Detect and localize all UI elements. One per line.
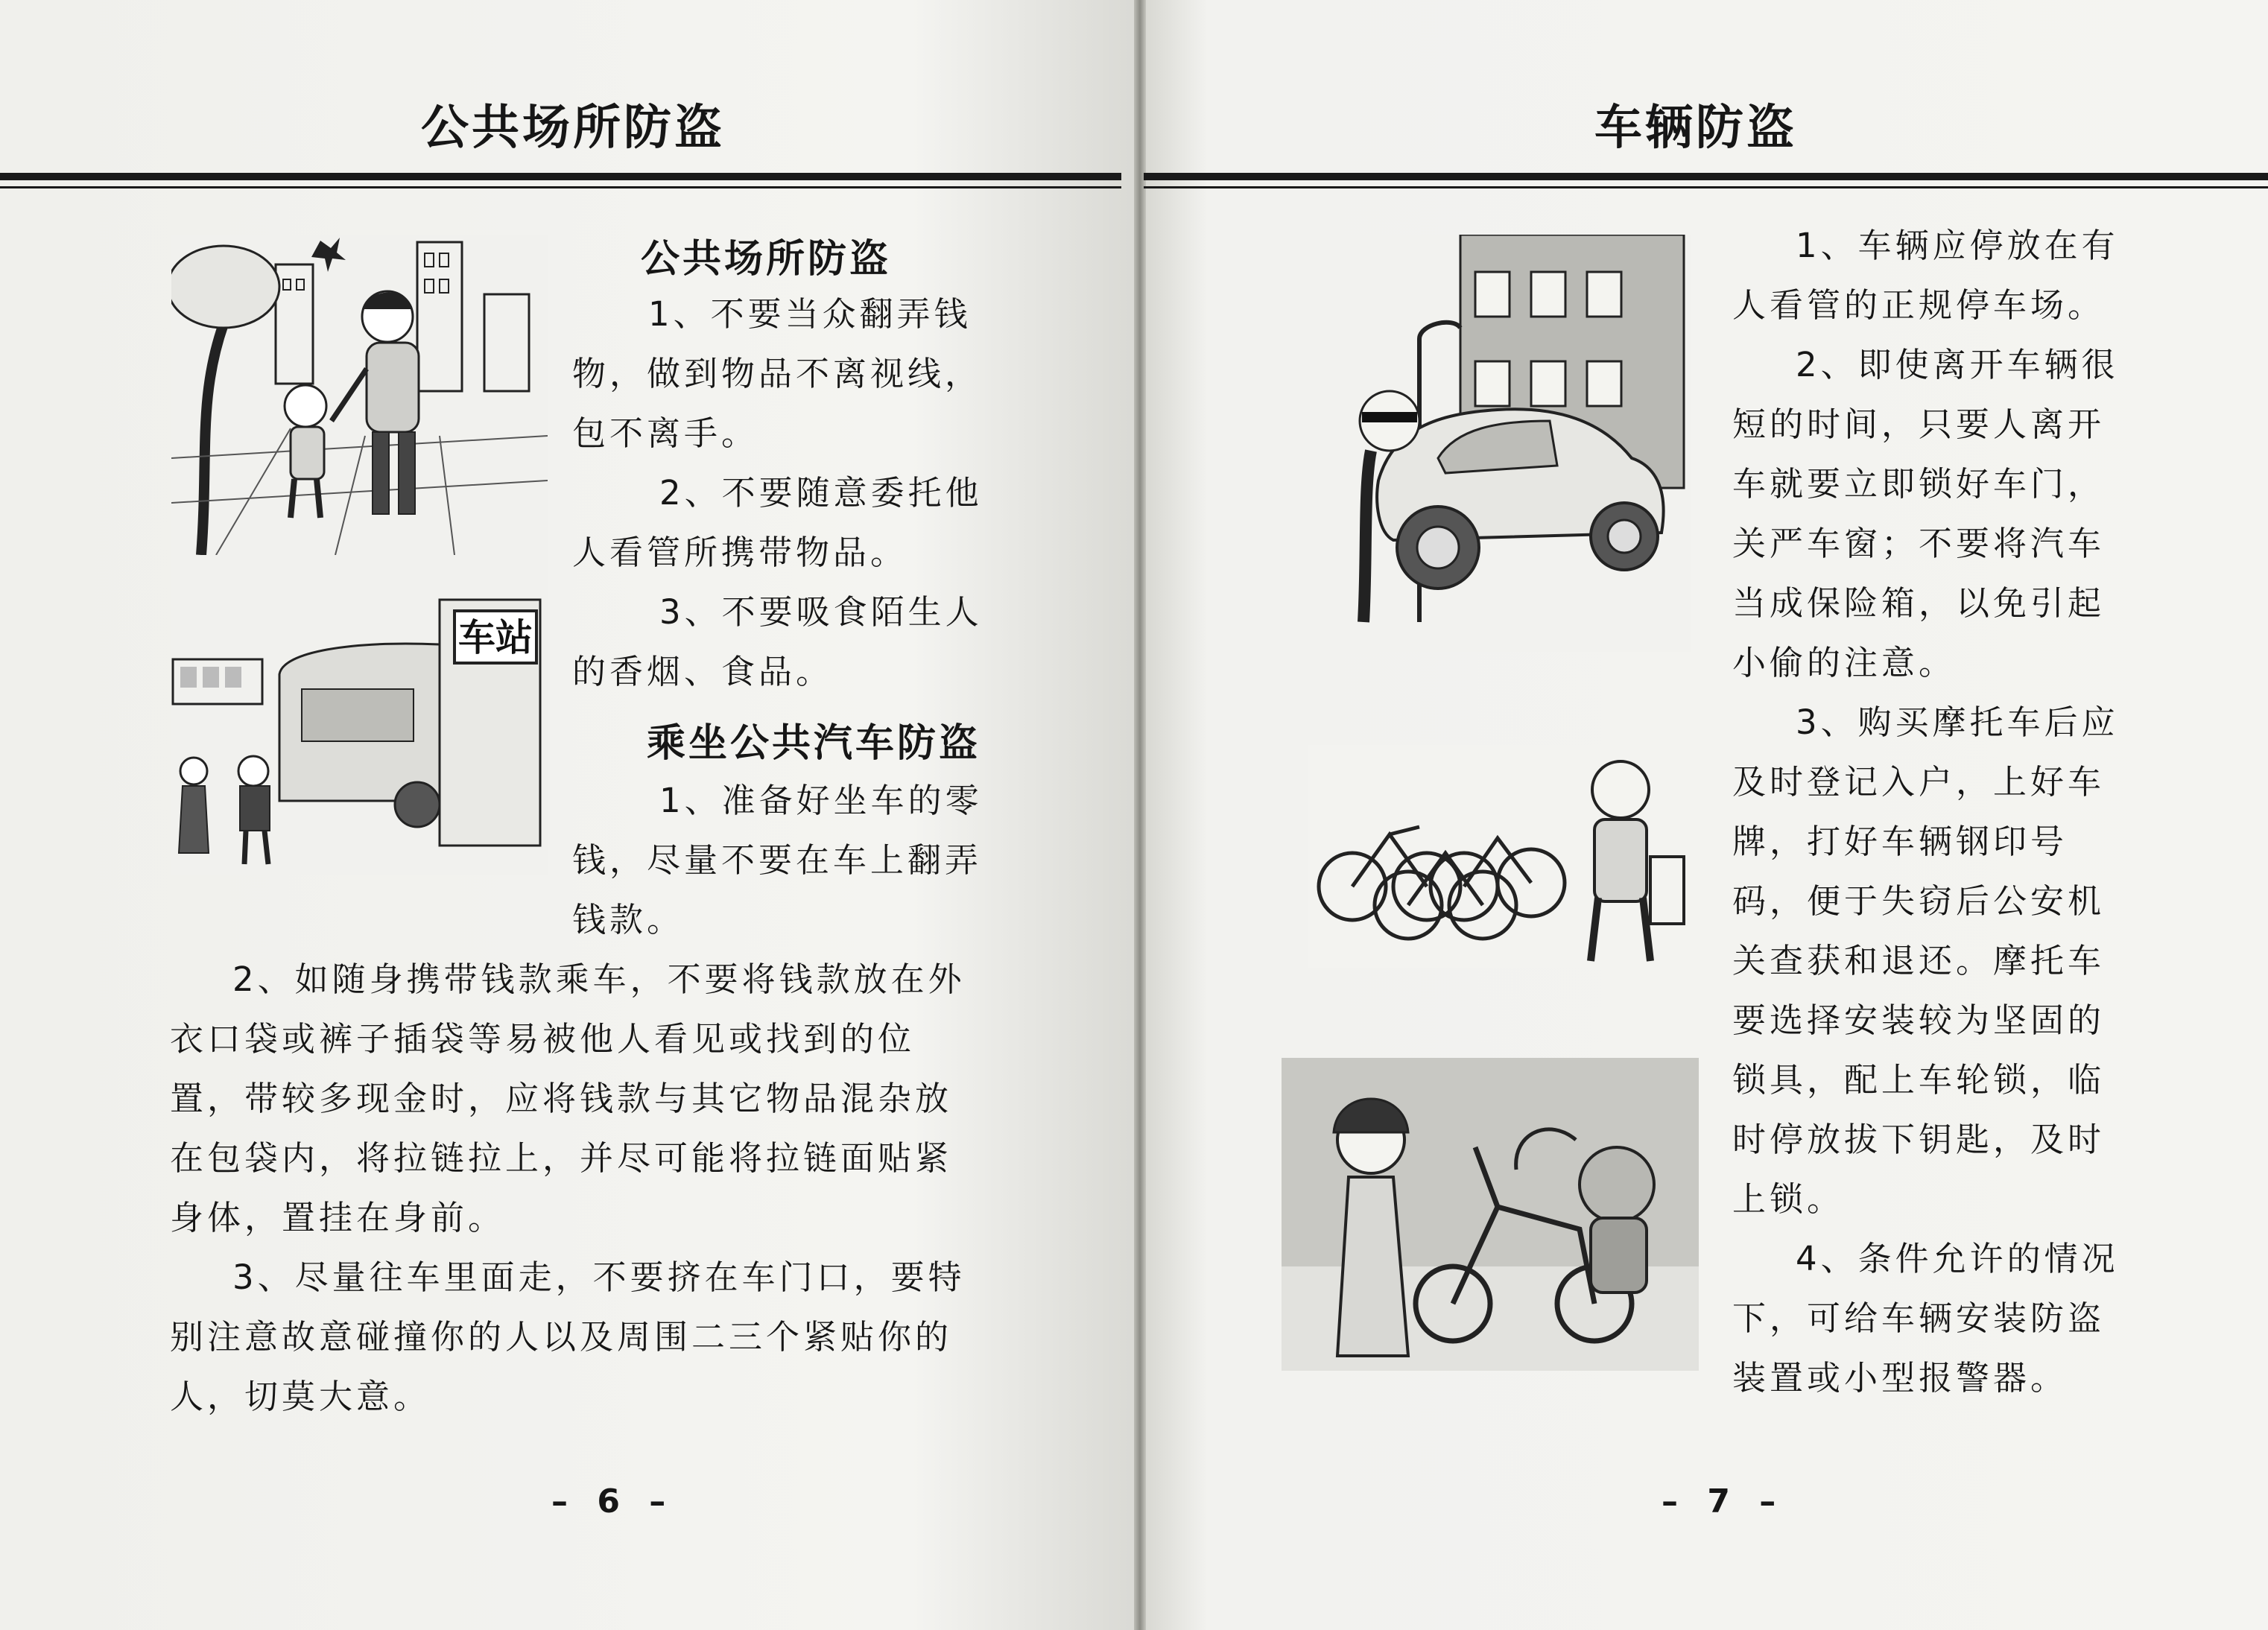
- text-line: 要选择安装较为坚固的: [1732, 1000, 2106, 1040]
- text-line: 小偷的注意。: [1732, 643, 1957, 682]
- text-line: 人看管的正规停车场。: [1732, 285, 2106, 325]
- text-line: 的香烟、食品。: [572, 652, 834, 691]
- text-line: 2、即使离开车辆很: [1796, 345, 2119, 384]
- text-line: 在包袋内，将拉链拉上，并尽可能将拉链面贴紧: [170, 1138, 953, 1178]
- text-line: 2、不要随意委托他: [659, 473, 983, 513]
- text-line: 装置或小型报警器。: [1732, 1358, 2068, 1398]
- text-line: 衣口袋或裤子插袋等易被他人看见或找到的位: [170, 1019, 916, 1059]
- text-line: 时停放拔下钥匙，及时: [1732, 1120, 2106, 1159]
- text-line: 人，切莫大意。: [170, 1377, 431, 1416]
- text-line: 关查获和退还。摩托车: [1732, 941, 2106, 980]
- text-line: 车就要立即锁好车门，: [1732, 464, 2106, 504]
- text-line: 1、不要当众翻弄钱: [648, 294, 972, 334]
- section-title-public-places: 公共场所防盗: [641, 237, 892, 282]
- text-line: 当成保险箱，以免引起: [1732, 583, 2106, 623]
- text-line: 别注意故意碰撞你的人以及周围二三个紧贴你的: [170, 1317, 953, 1357]
- left-page-header: 公共场所防盗: [421, 101, 725, 156]
- bicycle-parking-illustration: [1308, 745, 1691, 968]
- left-header-rule: [0, 173, 1121, 180]
- left-header-rule-thin: [0, 186, 1121, 188]
- text-line: 钱款。: [572, 900, 685, 939]
- text-line: 身体，置挂在身前。: [170, 1198, 506, 1237]
- text-line: 上锁。: [1732, 1179, 1845, 1219]
- text-line: 牌，打好车辆钢印号: [1732, 822, 2068, 861]
- text-line: 下，可给车辆安装防盗: [1732, 1298, 2106, 1338]
- text-line: 及时登记入户，上好车: [1732, 762, 2106, 802]
- text-line: 3、不要吸食陌生人: [659, 592, 983, 632]
- text-line: 钱，尽量不要在车上翻弄: [572, 840, 983, 880]
- text-line: 锁具，配上车轮锁，临: [1732, 1060, 2106, 1100]
- text-line: 3、购买摩托车后应: [1796, 703, 2119, 742]
- section-title-bus: 乘坐公共汽车防盗: [647, 721, 981, 766]
- text-line: 物，做到物品不离视线，: [572, 354, 983, 393]
- street-theft-illustration: [171, 235, 548, 555]
- text-line: 1、车辆应停放在有: [1796, 226, 2119, 265]
- text-line: 2、如随身携带钱款乘车，不要将钱款放在外: [232, 960, 966, 999]
- page-number-left: – 6 –: [551, 1482, 675, 1520]
- book-spine: [1134, 0, 1146, 1630]
- right-header-rule-thin: [1144, 186, 2268, 188]
- text-line: 置，带较多现金时，应将钱款与其它物品混杂放: [170, 1079, 953, 1118]
- police-motorcycle-illustration: [1282, 1058, 1699, 1371]
- text-line: 包不离手。: [572, 413, 759, 453]
- text-line: 关严车窗；不要将汽车: [1732, 524, 2106, 563]
- text-line: 人看管所携带物品。: [572, 533, 908, 572]
- text-line: 4、条件允许的情况: [1796, 1239, 2119, 1278]
- bus-stop-sign-text: 车站: [458, 616, 533, 659]
- text-line: 3、尽量往车里面走，不要挤在车门口，要特: [232, 1258, 966, 1297]
- bus-stop-illustration: [171, 555, 548, 875]
- right-page-header: 车辆防盗: [1594, 101, 1797, 156]
- page-number-right: – 7 –: [1662, 1482, 1785, 1520]
- text-line: 码，便于失窃后公安机: [1732, 881, 2106, 921]
- text-line: 短的时间，只要人离开: [1732, 405, 2106, 444]
- right-header-rule: [1144, 173, 2268, 180]
- text-line: 1、准备好坐车的零: [659, 781, 983, 820]
- car-theft-illustration: [1334, 235, 1691, 652]
